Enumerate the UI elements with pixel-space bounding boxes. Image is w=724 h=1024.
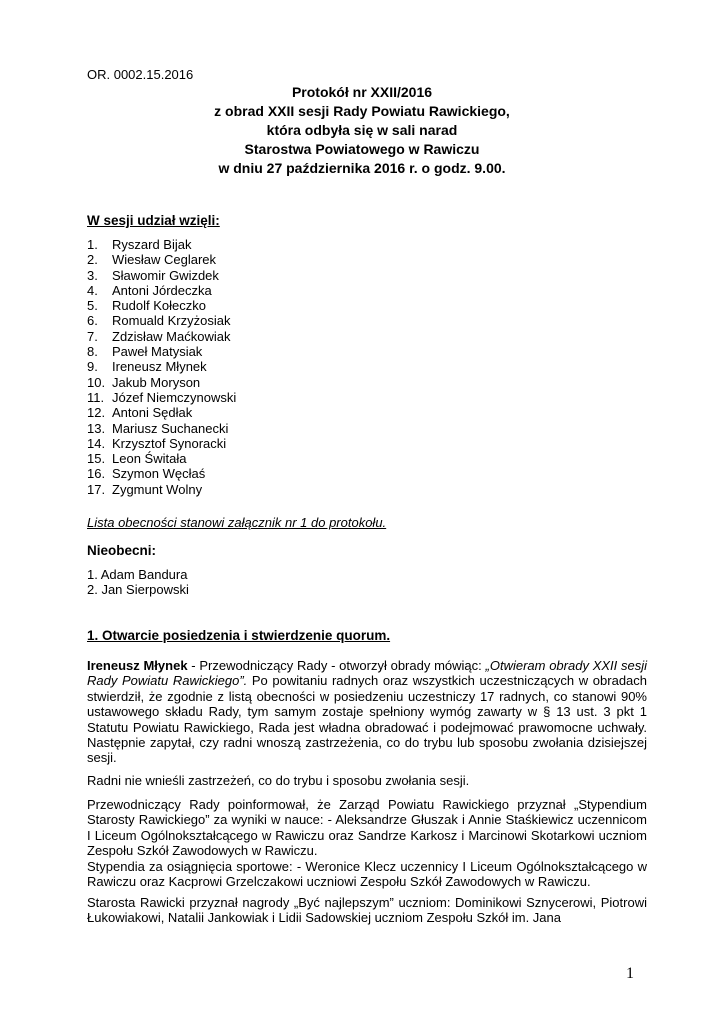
list-item: 2. Jan Sierpowski <box>87 582 189 598</box>
paragraph-scholarships: Przewodniczący Rady poinformował, że Zarząd Powiatu Rawickiego przyznał „Stypendium Starosty Rawickiego” za wyniki w nauce: - Aleksandrze Głuszak i Annie Staśkiewicz uczennicom I Liceum Ogólnokształcącego w Rawiczu oraz Sandrze Karkosz i Marcinowi Skotarkowi uczniom Zespołu Szkół Zawodowych w Rawiczu. <box>87 797 647 859</box>
list-item: 13. Mariusz Suchanecki <box>87 420 229 436</box>
title-line: Protokół nr XXII/2016 <box>291 84 433 100</box>
list-item: 1. Ryszard Bijak <box>87 237 192 252</box>
list-item: 3. Sławomir Gwizdek <box>87 267 219 283</box>
list-item: 5. Rudolf Kołeczko <box>87 298 206 314</box>
quote: „Otwieram obrady XXII sesji Rady Powiatu Rawickiego”. <box>87 658 647 689</box>
paragraph-no-objections: Radni nie wnieśli zastrzeżeń, co do trybu i sposobu zwołania sesji. <box>87 773 470 788</box>
attendance-note: Lista obecności stanowi załącznik nr 1 do protokołu. <box>87 515 387 530</box>
paragraph-sport-scholarships: Stypendia za osiągnięcia sportowe: - Weronice Klecz uczennicy I Liceum Ogólnokształcącego w Rawiczu oraz Kacprowi Grzelczakowi uczniowi Zespołu Szkół Zawodowych w Rawiczu. <box>87 859 647 890</box>
paragraph-awards: Starosta Rawicki przyznał nagrody „Być najlepszym” uczniom: Dominikowi Sznycerowi, Piotrowi Łukowiakowi, Natalii Jankowiak i Lidii Sadowskiej uczniom Zespołu Szkół im. Jana <box>87 895 647 926</box>
paragraph-opening: Ireneusz Młynek - Przewodniczący Rady - otworzył obrady mówiąc: „Otwieram obrady XXII sesji Rady Powiatu Rawickiego”. Po powitaniu radnych oraz wszystkich uczestniczących w obradach stwierdził, że zgodnie z listą obecności w posiedzeniu uczestniczy 17 radnych, co stanowi 90% ustawowego składu Rady, tym samym zostaje spełniony wymóg zawarty w § 13 ust. 3 pkt 1 Statutu Powiatu Rawickiego, Rada jest władna obradować i podejmować prawomocne uchwały. Następnie zapytał, czy radni wnoszą zastrzeżenia, co do trybu lub sposobu zwołania dzisiejszej sesji. <box>87 658 648 766</box>
list-item: 17. Zygmunt Wolny <box>87 481 203 497</box>
attendees-list <box>87 237 236 497</box>
section-heading: 1. Otwarcie posiedzenia i stwierdzenie quorum. <box>87 628 391 643</box>
list-item: 15. Leon Świtała <box>87 451 187 467</box>
speaker-name: Ireneusz Młynek <box>87 658 188 673</box>
list-item: 12. Antoni Sędłak <box>87 405 193 421</box>
title-line: Starostwa Powiatowego w Rawiczu <box>244 141 480 157</box>
list-item: 16. Szymon Węcłaś <box>87 466 206 482</box>
absent-list <box>87 567 189 598</box>
document-title <box>150 83 574 178</box>
title-line: w dniu 27 października 2016 r. o godz. 9.00. <box>218 160 506 176</box>
list-item: 6. Romuald Krzyżosiak <box>87 313 231 329</box>
title-line: która odbyła się w sali narad <box>266 122 458 138</box>
list-item: 4. Antoni Jórdeczka <box>87 282 212 298</box>
title-line: z obrad XXII sesji Rady Powiatu Rawickiego, <box>214 103 510 119</box>
list-item: 11. Józef Niemczynowski <box>87 389 237 405</box>
document-reference: OR. 0002.15.2016 <box>87 67 194 82</box>
list-item: 1. Adam Bandura <box>87 567 188 582</box>
list-item: 9. Ireneusz Młynek <box>87 359 207 375</box>
list-item: 7. Zdzisław Maćkowiak <box>87 328 231 344</box>
list-item: 2. Wiesław Ceglarek <box>87 252 217 268</box>
page-number: 1 <box>626 965 634 982</box>
absent-heading: Nieobecni: <box>87 543 157 558</box>
attendees-heading: W sesji udział wzięli: <box>87 213 220 228</box>
list-item: 8. Paweł Matysiak <box>87 344 203 360</box>
list-item: 10. Jakub Moryson <box>87 374 201 390</box>
list-item: 14. Krzysztof Synoracki <box>87 435 227 451</box>
